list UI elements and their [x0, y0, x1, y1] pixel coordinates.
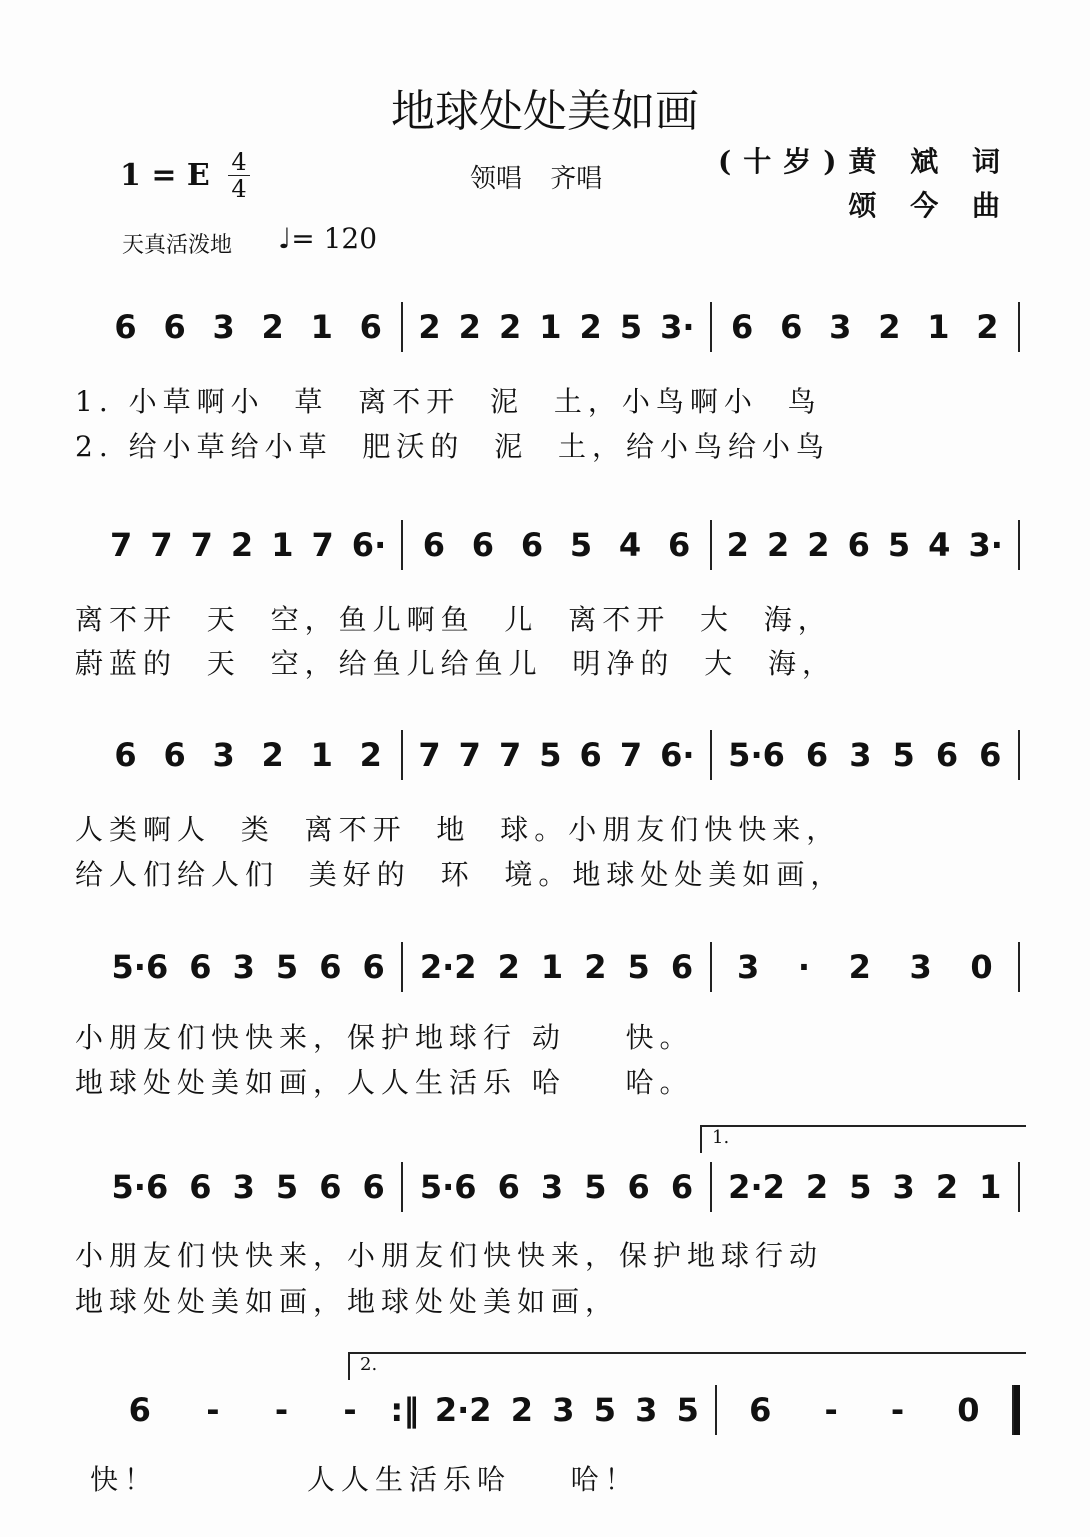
note: 4 — [618, 526, 642, 564]
measure — [712, 1168, 1018, 1206]
note: 2 — [584, 948, 607, 986]
note: 6 — [520, 526, 544, 564]
note: 7 — [498, 736, 522, 774]
note: 2 — [497, 948, 520, 986]
note: 3 — [635, 1391, 658, 1429]
note: 6 — [847, 526, 870, 564]
note: 3 — [909, 948, 932, 986]
song-title: 地球处处美如画 — [391, 86, 699, 137]
composer: 颂 今 曲 — [848, 189, 1012, 222]
note: 6 — [670, 948, 694, 986]
note: 7 — [311, 526, 334, 564]
lyric-line-2: 2. 给小草给小草 肥沃的 泥 土，给小鸟给小鸟 — [75, 430, 831, 463]
note: 6 — [362, 1168, 385, 1206]
barline — [1018, 520, 1020, 570]
note: 6· — [351, 526, 387, 564]
note: 3 — [552, 1391, 575, 1429]
note: 5 — [627, 948, 650, 986]
measure — [403, 736, 709, 774]
note: 3· — [660, 308, 695, 346]
measure — [712, 526, 1018, 564]
note: 7 — [418, 736, 441, 774]
tempo-text: 天真活泼地 — [122, 233, 233, 258]
note: - — [343, 1391, 357, 1429]
note: 3· — [968, 526, 1003, 564]
note: 6 — [114, 308, 137, 346]
note: 7 — [458, 736, 481, 774]
note: 4 — [928, 526, 951, 564]
measure — [95, 526, 401, 564]
volta-1: 1. — [700, 1125, 1026, 1153]
note: 2 — [848, 948, 871, 986]
note: 5·6 — [419, 1168, 477, 1206]
note: 5 — [676, 1391, 699, 1429]
note: 7 — [190, 526, 213, 564]
note: 6 — [319, 1168, 342, 1206]
note: 5 — [275, 1168, 299, 1206]
measure — [403, 308, 709, 346]
note: 2 — [878, 308, 901, 346]
note: 2·2 — [434, 1391, 492, 1429]
notation-row — [95, 942, 1020, 992]
note: - — [274, 1391, 289, 1429]
note: - — [824, 1391, 838, 1429]
note: 1 — [271, 526, 294, 564]
lyricist: (十岁)黄 斌 词 — [718, 145, 1012, 178]
note: 5 — [569, 526, 593, 564]
barline — [1018, 302, 1020, 352]
note: 0 — [970, 948, 993, 986]
lyric-line-1: 快！ 人人生活乐哈 哈！ — [90, 1463, 639, 1496]
note: 6 — [114, 736, 137, 774]
note: 6 — [359, 308, 382, 346]
lyric-line-2: 地球处处美如画，地球处处美如画， — [75, 1285, 620, 1318]
note: 5·6 — [111, 1168, 169, 1206]
measure — [95, 736, 401, 774]
measure — [403, 1168, 709, 1206]
note: 2·2 — [728, 1168, 785, 1206]
note: 5 — [539, 736, 562, 774]
notation-row — [95, 1385, 1020, 1435]
notation-row — [95, 730, 1020, 780]
note: 5 — [584, 1168, 607, 1206]
measure — [95, 1168, 401, 1206]
note: 6 — [780, 308, 803, 346]
time-top: 4 — [231, 148, 247, 176]
note: 5 — [849, 1168, 872, 1206]
notation-row — [95, 1162, 1020, 1212]
note: 1 — [310, 736, 333, 774]
measure — [717, 1391, 1012, 1429]
note: 6 — [805, 736, 829, 774]
note: 1 — [979, 1168, 1002, 1206]
note: 2·2 — [419, 948, 477, 986]
note: 3 — [232, 1168, 255, 1206]
note: 6 — [497, 1168, 520, 1206]
note: 6 — [579, 736, 602, 774]
lyric-line-2: 地球处处美如画，人人生活乐 哈 哈。 — [75, 1066, 694, 1099]
note: 6 — [189, 948, 212, 986]
measure — [419, 1391, 714, 1429]
note: 3 — [540, 1168, 564, 1206]
note: 0 — [957, 1391, 980, 1429]
note: 5 — [887, 526, 911, 564]
note: 6 — [189, 1168, 212, 1206]
note: 1 — [539, 308, 562, 346]
note: 7 — [110, 526, 133, 564]
note: 2 — [807, 526, 830, 564]
note: 5 — [892, 736, 915, 774]
measure — [712, 736, 1018, 774]
note: 6 — [319, 948, 342, 986]
note: 6 — [163, 736, 186, 774]
time-signature — [228, 150, 250, 201]
measure — [403, 526, 709, 564]
note: 3 — [849, 736, 872, 774]
note: 2 — [261, 736, 284, 774]
note: 6 — [670, 1168, 694, 1206]
note: 2 — [726, 526, 749, 564]
note: - — [890, 1391, 905, 1429]
note: 3 — [892, 1168, 915, 1206]
note: 2 — [498, 308, 522, 346]
lyric-line-1: 1. 小草啊小 草 离不开 泥 土，小鸟啊小 鸟 — [75, 385, 822, 418]
notation-row — [95, 520, 1020, 570]
note: 6 — [163, 308, 186, 346]
lyric-line-1: 离不开 天 空，鱼儿啊鱼 儿 离不开 大 海， — [75, 603, 832, 636]
repeat-sign: :‖ — [390, 1391, 420, 1429]
note: 2 — [510, 1391, 533, 1429]
barline — [1018, 730, 1020, 780]
note: 6 — [627, 1168, 650, 1206]
note: 5·6 — [728, 736, 785, 774]
note: 2 — [805, 1168, 829, 1206]
measure — [712, 308, 1018, 346]
note: 5·6 — [111, 948, 169, 986]
lyric-line-1: 小朋友们快快来，小朋友们快快来，保护地球行动 — [75, 1239, 824, 1272]
note: 6 — [471, 526, 495, 564]
lyric-line-1: 小朋友们快快来，保护地球行 动 快。 — [75, 1021, 694, 1054]
note: 2 — [766, 526, 790, 564]
note: 6 — [128, 1391, 151, 1429]
note: 6 — [731, 308, 754, 346]
note: 2 — [458, 308, 481, 346]
note: 6 — [667, 526, 691, 564]
note: 6· — [660, 736, 695, 774]
note: 2 — [418, 308, 441, 346]
note: 7 — [619, 736, 643, 774]
note: 3 — [736, 948, 760, 986]
note: 2 — [261, 308, 284, 346]
note: 3 — [212, 308, 235, 346]
notation-row — [95, 302, 1020, 352]
note: 5 — [619, 308, 643, 346]
note: 6 — [979, 736, 1002, 774]
barline — [1012, 1385, 1020, 1435]
key-signature: 1 = E — [120, 158, 210, 193]
measure — [95, 1391, 390, 1429]
lyric-line-1: 人类啊人 类 离不开 地 球。小朋友们快快来， — [75, 813, 841, 846]
lyric-line-2: 蔚蓝的 天 空，给鱼儿给鱼儿 明净的 大 海， — [75, 647, 837, 680]
tempo-bpm: ♩= 120 — [278, 222, 378, 255]
lyric-line-2: 给人们给人们 美好的 环 境。地球处处美如画， — [75, 858, 845, 891]
note: 3 — [232, 948, 255, 986]
note: 3 — [829, 308, 852, 346]
note: 5 — [593, 1391, 616, 1429]
barline — [1018, 1162, 1020, 1212]
note: 2 — [359, 736, 382, 774]
note: 2 — [935, 1168, 959, 1206]
note: · — [797, 948, 810, 986]
note: 6 — [422, 526, 445, 564]
measure — [95, 948, 401, 986]
barline — [1018, 942, 1020, 992]
measure — [95, 308, 401, 346]
time-bottom: 4 — [231, 175, 247, 203]
note: 2 — [230, 526, 254, 564]
note: 3 — [212, 736, 235, 774]
note: 6 — [935, 736, 959, 774]
note: - — [206, 1391, 220, 1429]
note: 1 — [310, 308, 333, 346]
performance-mode: 领唱 齐唱 — [470, 164, 603, 194]
volta-2: 2. — [348, 1352, 1026, 1380]
note: 6 — [362, 948, 385, 986]
note: 2 — [579, 308, 602, 346]
note: 1 — [927, 308, 950, 346]
note: 7 — [150, 526, 173, 564]
note: 6 — [749, 1391, 772, 1429]
note: 5 — [275, 948, 299, 986]
note: 1 — [540, 948, 564, 986]
measure — [712, 948, 1018, 986]
measure — [403, 948, 709, 986]
note: 2 — [976, 308, 999, 346]
